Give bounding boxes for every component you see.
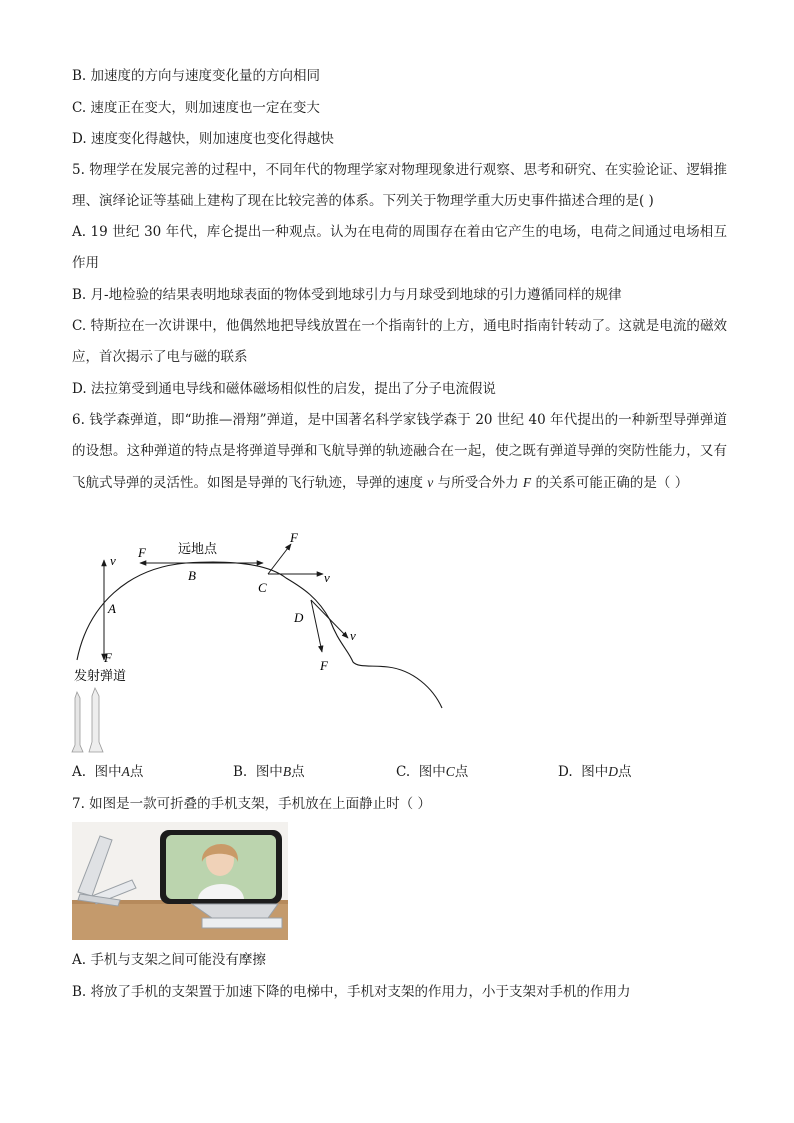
q6-option-a xyxy=(72,762,143,782)
point-d-label: D xyxy=(294,610,304,625)
q6-option-d-letter: D. xyxy=(558,764,573,780)
q6-option-a-letter: A. xyxy=(72,764,87,780)
q5-option-c: C. 特斯拉在一次讲课中，他偶然地把导线放置在一个指南针的上方，通电时指南针转动了。这就是电流的磁效应，首次揭示了电与磁的联系 xyxy=(72,318,727,365)
launch-trajectory-label: 发射弹道 xyxy=(74,668,127,683)
point-c-f-label: F xyxy=(290,530,298,545)
q6-stem-part1: 6. 钱学森弹道，即“助推—滑翔”弹道，是中国著名科学家钱学森于 20 世纪 40 年代提出的一种新型导弹弹道的设想。这种弹道的特点是将弹道导弹和飞航导弹的轨迹融合在一起，使之既有弹道导弹的突防性能力，又有飞航式导弹的灵活性。如图是导弹的飞行轨迹，导弹的速度 xyxy=(72,412,727,491)
q6-option-b-point: B xyxy=(282,764,292,779)
q6-option-a-pre: 图中 xyxy=(94,764,122,780)
q4-option-d: D. 速度变化得越快，则加速度也变化得越快 xyxy=(72,131,334,147)
q6-option-b-letter: B. xyxy=(233,764,248,780)
q6-var-v: v xyxy=(427,475,434,490)
q7-option-b: B. 将放了手机的支架置于加速下降的电梯中，手机对支架的作用力，小于支架对手机的作用力 xyxy=(72,984,631,1000)
point-c-f-arrow xyxy=(268,544,291,574)
point-b-f-label: F xyxy=(138,545,146,560)
point-a-f-label: F xyxy=(104,650,112,665)
q6-option-b-post: 点 xyxy=(291,764,305,780)
q6-option-c-point: C xyxy=(445,764,455,779)
point-c-label: C xyxy=(258,580,267,595)
q6-option-a-point: A xyxy=(121,764,130,779)
point-c-v-label: v xyxy=(324,570,330,585)
q6-option-d-post: 点 xyxy=(617,764,632,780)
point-d-f-arrow xyxy=(311,600,322,652)
missile-illustration xyxy=(72,688,103,752)
q6-stem xyxy=(72,405,727,499)
q6-option-b xyxy=(233,762,305,782)
q6-option-d-point: D xyxy=(608,764,618,779)
q4-option-b: B. 加速度的方向与速度变化量的方向相同 xyxy=(72,68,321,84)
q6-option-c xyxy=(396,762,468,782)
phone-stand-photo xyxy=(72,822,288,940)
point-d-v-arrow xyxy=(311,600,348,638)
point-b-label: B xyxy=(188,568,196,583)
far-point-label: 远地点 xyxy=(178,541,218,556)
q5-option-a: A. 19 世纪 30 年代，库仑提出一种观点。认为在电荷的周围存在着由它产生的电场，电荷之间通过电场相互作用 xyxy=(72,224,727,271)
q6-option-c-post: 点 xyxy=(454,764,469,780)
point-d-f-label: F xyxy=(320,658,328,673)
point-d-v-label: v xyxy=(350,628,356,643)
q6-option-c-letter: C. xyxy=(396,764,411,780)
q7-stem: 7. 如图是一款可折叠的手机支架，手机放在上面静止时（ ） xyxy=(72,796,431,812)
q6-option-b-pre: 图中 xyxy=(255,764,283,780)
q6-stem-part2: 与所受合外力 xyxy=(437,475,519,491)
q5-option-b: B. 月-地检验的结果表明地球表面的物体受到地球引力与月球受到地球的引力遵循同样的规律 xyxy=(72,287,622,303)
q7-option-a: A. 手机与支架之间可能没有摩擦 xyxy=(72,952,266,968)
q4-option-c: C. 速度正在变大，则加速度也一定在变大 xyxy=(72,100,320,116)
q6-stem-part3: 的关系可能正确的是（ ） xyxy=(535,475,689,491)
trajectory-figure xyxy=(68,530,458,755)
q5-stem: 5. 物理学在发展完善的过程中，不同年代的物理学家对物理现象进行观察、思考和研究、在实验论证、逻辑推理、演绎论证等基础上建构了现在比较完善的体系。下列关于物理学重大历史事件描述合理的是( ) xyxy=(72,162,727,209)
q5-option-d: D. 法拉第受到通电导线和磁体磁场相似性的启发，提出了分子电流假说 xyxy=(72,381,496,397)
q6-option-d-pre: 图中 xyxy=(581,764,609,780)
q6-option-c-pre: 图中 xyxy=(418,764,446,780)
q6-option-a-post: 点 xyxy=(129,764,144,780)
q6-var-F: F xyxy=(522,475,532,490)
point-a-label: A xyxy=(108,601,116,616)
point-a-v-label: v xyxy=(110,553,116,568)
q6-option-d xyxy=(558,762,631,782)
